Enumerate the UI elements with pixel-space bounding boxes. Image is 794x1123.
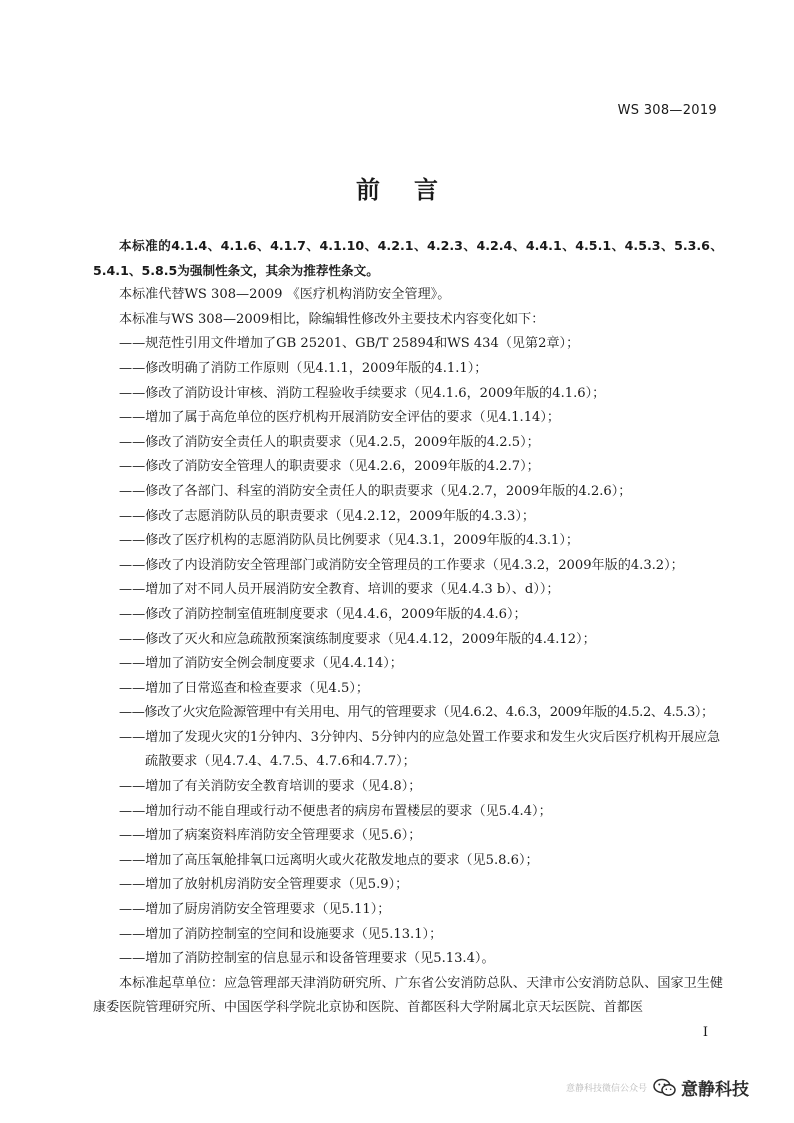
change-item: ——增加了高压氧舱排氧口远离明火或火花散发地点的要求（见5.8.6）； [119,852,539,868]
change-item: ——修改了消防安全管理人的职责要求（见4.2.6，2009年版的4.2.7）； [119,459,540,475]
change-item: ——修改明确了消防工作原则（见4.1.1，2009年版的4.1.1）； [119,360,488,376]
change-item: ——修改了志愿消防队员的职责要求（见4.2.12，2009年版的4.3.3）； [119,508,535,524]
replaces-statement: 本标准代替WS 308—2009 《医疗机构消防安全管理》。 [119,287,451,303]
change-item: ——修改了各部门、科室的消防安全责任人的职责要求（见4.2.7，2009年版的4.2.6）； [119,483,632,499]
change-item: ——规范性引用文件增加了GB 25201、GB/T 25894和WS 434（见第2章）； [119,336,580,352]
page-number: I [702,1025,708,1040]
change-item: ——增加了消防安全例会制度要求（见4.4.14）； [119,656,403,672]
changes-list [93,332,723,971]
wechat-icon [653,1078,677,1098]
page-title: 前言 [356,176,472,204]
change-item: ——增加了消防控制室的信息显示和设备管理要求（见5.13.4）。 [119,951,495,967]
changes-intro: 本标准与WS 308—2009相比，除编辑性修改外主要技术内容变化如下： [119,311,545,327]
watermark-small-text: 意静科技微信公众号 [566,1084,648,1094]
change-item: ——增加了对不同人员开展消防安全教育、培训的要求（见4.4.3 b）、d））； [119,582,560,598]
mandatory-clause: 本标准的4.1.4、4.1.6、4.1.7、4.1.10、4.2.1、4.2.3、4.2.4、4.4.1、4.5.1、4.5.3、5.3.6、5.4.1、5.8.5为强制性条文，其余为推荐性条文。 [93,238,723,278]
change-item: ——修改了医疗机构的志愿消防队员比例要求（见4.3.1，2009年版的4.3.1）； [119,533,580,549]
watermark-brand: 意静科技 [681,1080,750,1100]
watermark [566,1075,749,1100]
change-item: ——增加了发现火灾的1分钟内、3分钟内、5分钟内的应急处置工作要求和发生火灾后医疗机构开展应急疏散要求（见4.7.4、4.7.5、4.7.6和4.7.7）； [119,729,721,770]
header-doc-code: WS 308—2019 [617,103,717,118]
change-item: ——增加了消防控制室的空间和设施要求（见5.13.1）； [119,926,443,942]
change-item: ——修改了消防设计审核、消防工程验收手续要求（见4.1.6，2009年版的4.1.6）； [119,385,606,401]
change-item: ——增加了厨房消防安全管理要求（见5.11）； [119,902,391,918]
change-item: ——修改了灭火和应急疏散预案演练制度要求（见4.4.12，2009年版的4.4.12）； [119,631,596,647]
body-text [93,234,723,1021]
change-item: ——增加了放射机房消防安全管理要求（见5.9）； [119,877,409,893]
change-item: ——增加了属于高危单位的医疗机构开展消防安全评估的要求（见4.1.14）； [119,410,561,426]
change-item: ——增加了病案资料库消防安全管理要求（见5.6）； [119,828,422,844]
change-item: ——增加了日常巡查和检查要求（见4.5）； [119,680,369,696]
change-item: ——修改了消防安全责任人的职责要求（见4.2.5，2009年版的4.2.5）； [119,434,540,450]
change-item: ——修改了火灾危险源管理中有关用电、用气的管理要求（见4.6.2、4.6.3，2009年版的4.5.2、4.5.3）； [119,705,714,721]
change-item: ——增加行动不能自理或行动不便患者的病房布置楼层的要求（见5.4.4）； [119,803,552,819]
change-item: ——增加了有关消防安全教育培训的要求（见4.8）； [119,779,422,795]
drafting-units: 本标准起草单位：应急管理部天津消防研究所、广东省公安消防总队、天津市公安消防总队、国家卫生健康委医院管理研究所、中国医学科学院北京协和医院、首都医科大学附属北京天坛医院、首都医 [93,975,723,1016]
change-item: ——修改了消防控制室值班制度要求（见4.4.6，2009年版的4.4.6）； [119,606,527,622]
change-item: ——修改了内设消防安全管理部门或消防安全管理员的工作要求（见4.3.2，2009年版的4.3.2）； [119,557,684,573]
